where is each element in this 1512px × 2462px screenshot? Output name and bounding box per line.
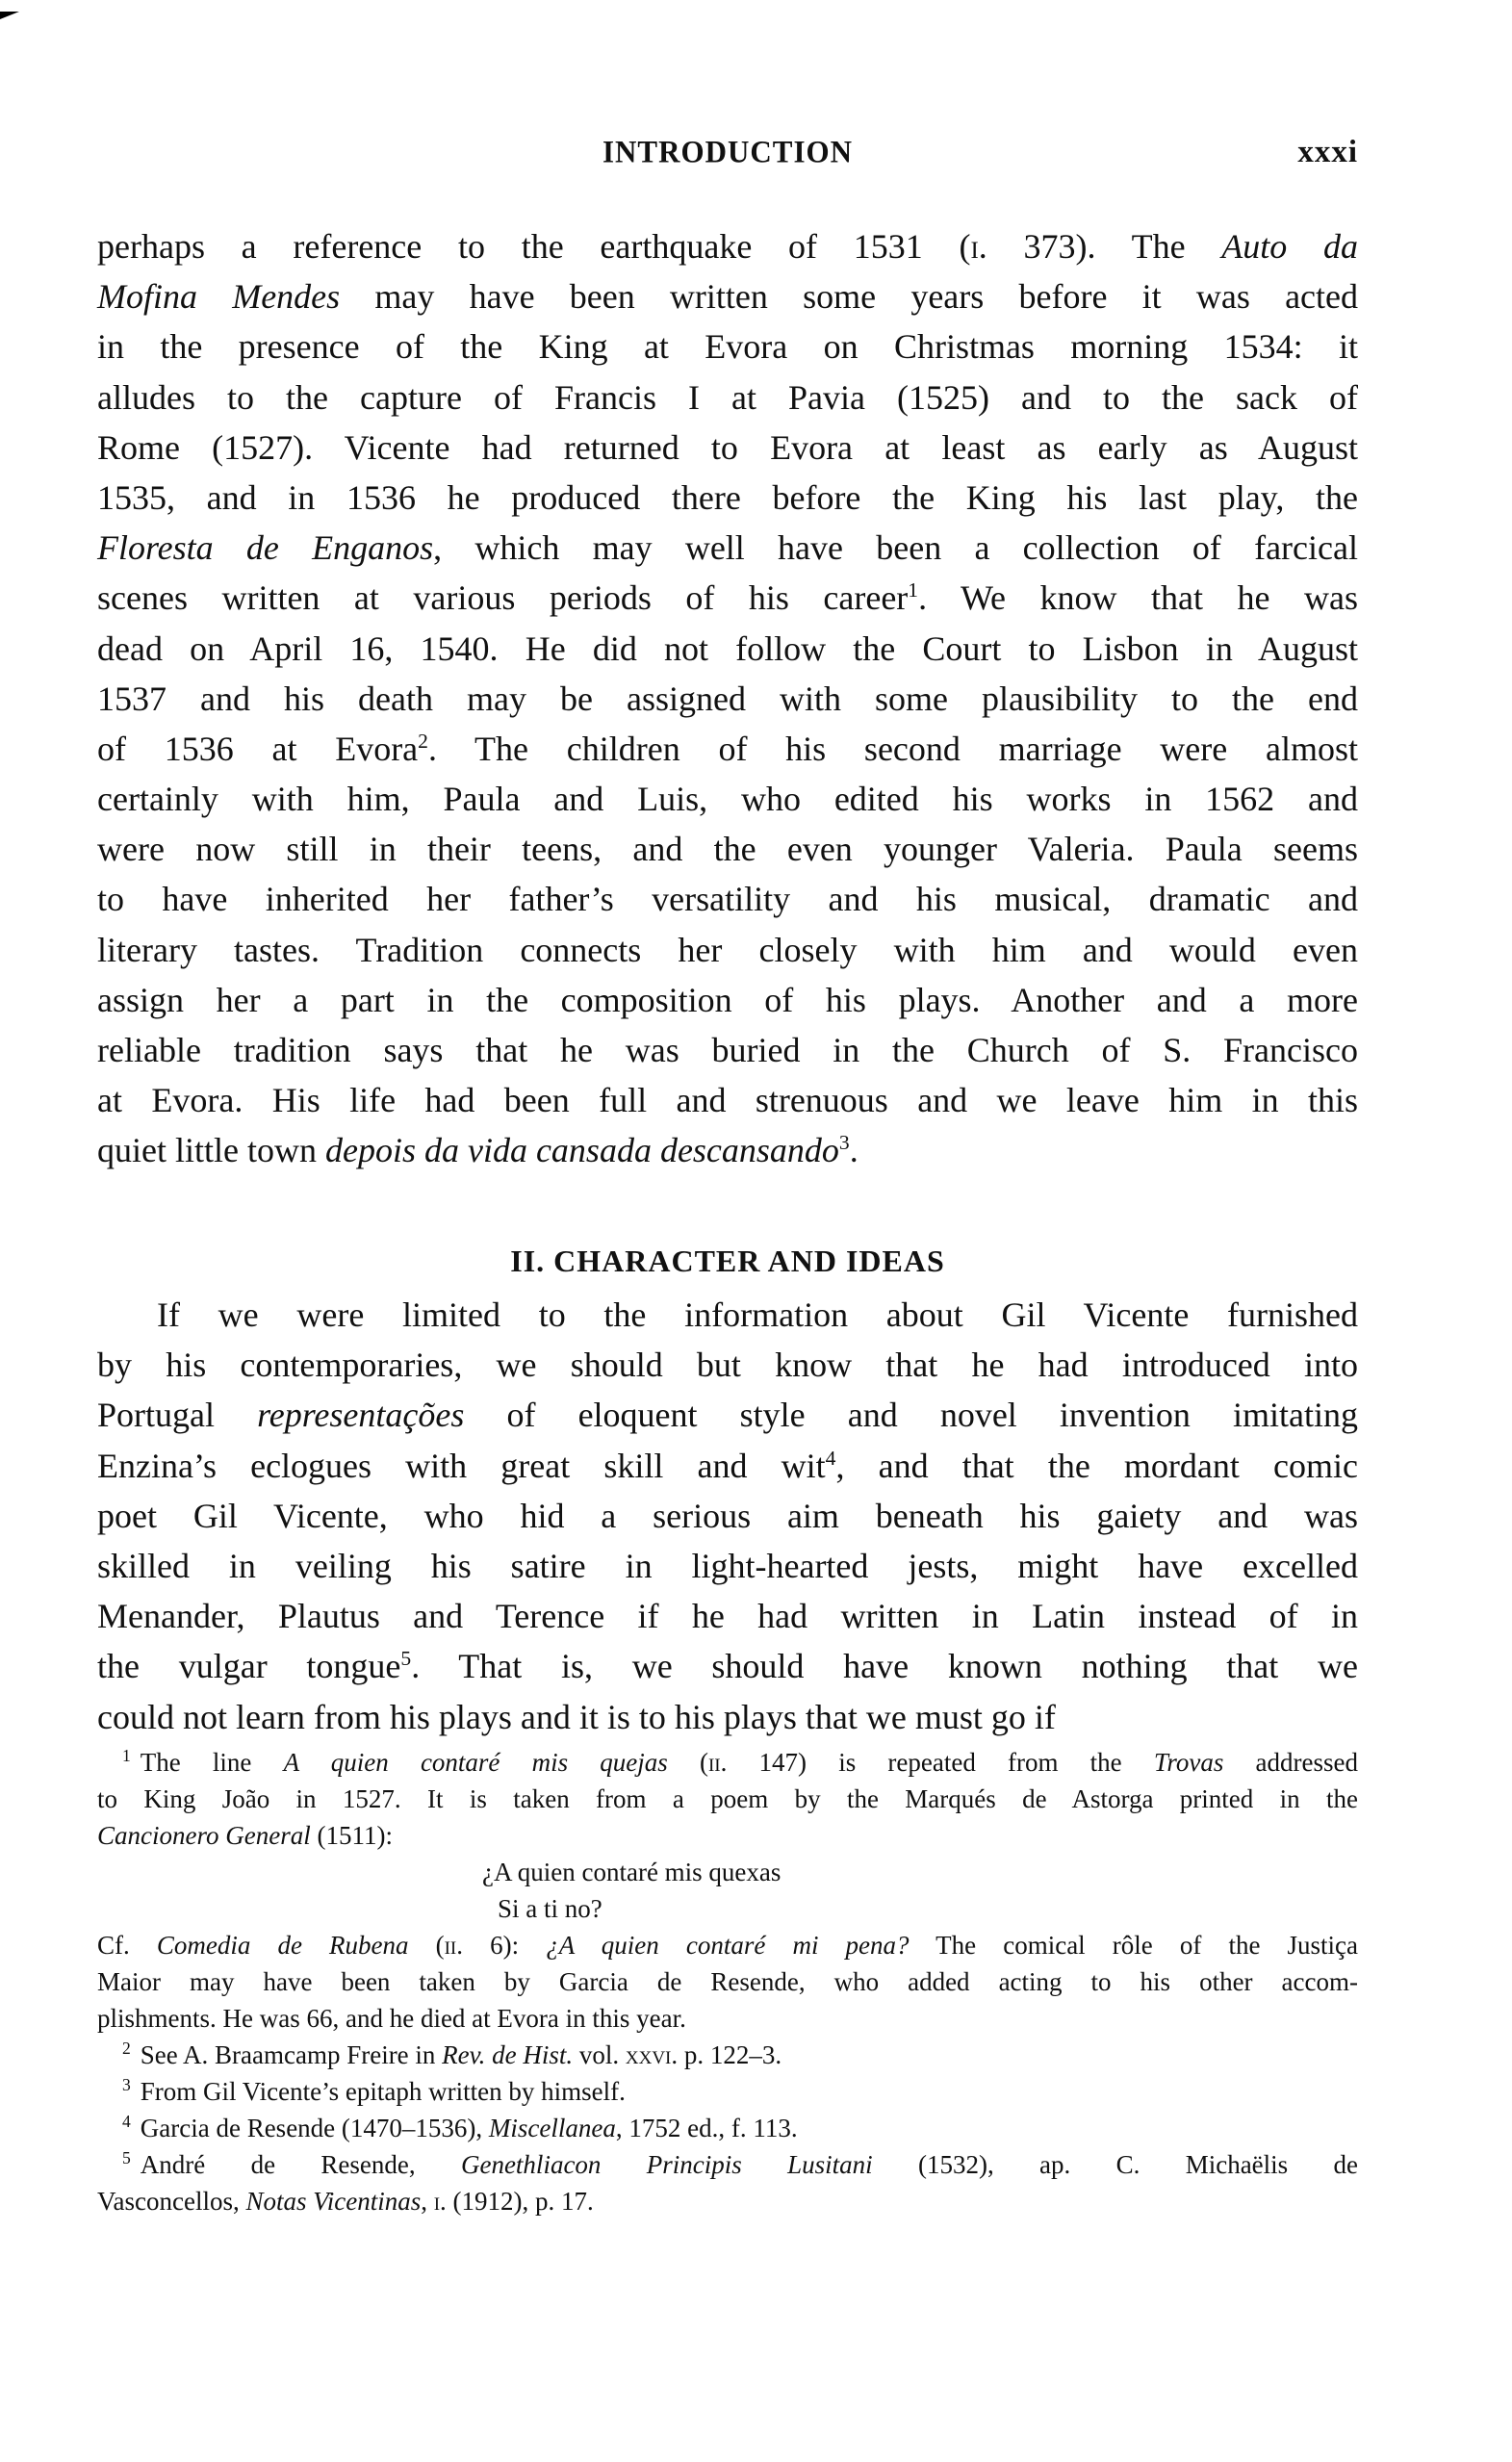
italic-title: Comedia de Rubena xyxy=(156,1931,409,1960)
volume-numeral: ii xyxy=(707,1748,721,1777)
text-run: , and that the mordant comic xyxy=(835,1446,1358,1485)
text-line xyxy=(97,1125,1358,1175)
text-run: The comical rôle of the Justiça xyxy=(909,1931,1359,1960)
text-run: If we were limited to the information about Gil Vicente furnished xyxy=(157,1295,1358,1334)
text-run: by his contemporaries, we should but know that he had introduced into xyxy=(97,1346,1358,1385)
text-line xyxy=(97,1591,1358,1641)
italic-title: Cancionero General xyxy=(97,1821,311,1850)
text-run: , 1752 ed., f. 113. xyxy=(615,2114,798,2142)
text-run: , which may well have been a collection of farcical xyxy=(433,528,1358,568)
footnote-line xyxy=(97,1963,1358,2000)
running-title: INTRODUCTION xyxy=(602,134,854,169)
text-run: From Gil Vicente’s epitaph written by himself. xyxy=(140,2077,626,2106)
footnote-number: 5 xyxy=(122,2148,131,2167)
text-line xyxy=(97,1641,1358,1691)
text-run: of eloquent style and novel invention imitating xyxy=(464,1396,1359,1435)
text-run: See A. Braamcamp Freire in xyxy=(140,2040,443,2069)
text-run: . We know that he was xyxy=(918,578,1358,618)
text-run: certainly with him, Paula and Luis, who edited his works in 1562 and xyxy=(97,780,1358,819)
text-run: reliable tradition says that he was buried in the Church of S. Francisco xyxy=(97,1031,1358,1069)
text-run: scenes written at various periods of his career xyxy=(97,578,909,618)
footnote-line xyxy=(97,1781,1358,1817)
text-run: Portugal xyxy=(97,1396,258,1435)
scan-corner-mark xyxy=(0,12,19,19)
footnote-line xyxy=(97,1927,1358,1963)
text-run: . xyxy=(849,1131,859,1170)
text-line xyxy=(97,774,1358,824)
text-run: . 373). The xyxy=(978,227,1222,266)
text-run: Si a ti no? xyxy=(498,1894,602,1923)
italic-title: Miscellanea xyxy=(488,2114,616,2142)
footnotes xyxy=(97,1744,1358,2219)
text-run: vol. xyxy=(573,2040,626,2069)
running-head xyxy=(97,135,1358,183)
italic-title: ¿A quien contaré mi pena? xyxy=(546,1931,910,1960)
text-line xyxy=(97,473,1358,523)
text-line xyxy=(97,271,1358,321)
text-run: assign her a part in the composition of his plays. Another and a more xyxy=(97,980,1358,1019)
section-heading: II. CHARACTER AND IDEAS xyxy=(510,1243,945,1278)
text-line xyxy=(97,1491,1358,1541)
footnote-number: 1 xyxy=(122,1746,131,1765)
text-run: Garcia de Resende (1470–1536), xyxy=(140,2114,489,2142)
text-line xyxy=(97,372,1358,423)
text-run: in the presence of the King at Evora on Christmas morning 1534: it xyxy=(97,327,1358,367)
text-line xyxy=(97,423,1358,473)
footnote-ref: 3 xyxy=(838,1131,850,1155)
text-run: Rome (1527). Vicente had returned to Evora at least as early as August xyxy=(97,427,1358,467)
text-run: . p. 122–3. xyxy=(671,2040,782,2069)
italic-title: Mofina Mendes xyxy=(97,277,341,317)
text-line xyxy=(97,573,1358,623)
italic-title: Auto da xyxy=(1221,227,1358,266)
footnote-number: 3 xyxy=(122,2075,131,2094)
text-run: . (1912), p. 17. xyxy=(440,2187,594,2216)
text-run: ( xyxy=(408,1931,445,1960)
text-run: addressed xyxy=(1223,1748,1358,1777)
text-run: literary tastes. Tradition connects her closely with him and would even xyxy=(97,930,1358,969)
italic-title: A quien contaré mis quejas xyxy=(283,1748,668,1777)
footnote-ref: 2 xyxy=(418,729,428,753)
footnote-line xyxy=(97,2037,1358,2073)
text-run: to King João in 1527. It is taken from a poem by the Marqués de Astorga printed in the xyxy=(97,1784,1358,1813)
footnote-ref: 4 xyxy=(825,1446,836,1470)
italic-title: Trovas xyxy=(1153,1748,1224,1777)
text-run: plishments. He was 66, and he died at Evora in this year. xyxy=(97,2004,686,2033)
text-line xyxy=(97,1692,1358,1742)
text-line xyxy=(97,824,1358,874)
text-run: (1511): xyxy=(310,1821,393,1850)
text-line xyxy=(97,1340,1358,1390)
italic-title: representações xyxy=(257,1396,465,1435)
text-run: were now still in their teens, and the even younger Valeria. Paula seems xyxy=(97,830,1358,869)
text-run: of 1536 at Evora xyxy=(97,729,419,768)
text-line xyxy=(97,975,1358,1025)
volume-numeral: xxvi xyxy=(625,2040,672,2069)
volume-numeral: ii xyxy=(444,1931,457,1960)
text-run: Menander, Plautus and Terence if he had written in Latin instead of in xyxy=(97,1597,1358,1636)
text-run: Vasconcellos, xyxy=(97,2187,246,2216)
text-run: (1532), ap. C. Michaëlis de xyxy=(872,2150,1358,2179)
text-run: André de Resende, xyxy=(140,2150,461,2179)
footnote-ref: 1 xyxy=(908,578,919,603)
text-line xyxy=(97,321,1358,372)
text-line xyxy=(97,724,1358,774)
text-run: Cf. xyxy=(97,1931,157,1960)
italic-title: Notas Vicentinas xyxy=(245,2187,422,2216)
text-run: the vulgar tongue xyxy=(97,1647,401,1686)
text-line xyxy=(97,523,1358,573)
text-line xyxy=(97,1025,1358,1075)
paragraph-biography-end xyxy=(97,221,1358,1176)
text-run: 1535, and in 1536 he produced there before the King his last play, the xyxy=(97,477,1358,517)
footnote-line xyxy=(97,1817,1358,1854)
footnote-number: 2 xyxy=(122,2039,131,2058)
text-line xyxy=(97,874,1358,924)
italic-title: depois da vida cansada descansando xyxy=(324,1131,839,1170)
text-line xyxy=(97,1441,1358,1491)
text-run: Enzina’s eclogues with great skill and wit xyxy=(97,1446,826,1485)
text-line xyxy=(97,221,1358,271)
text-run: to have inherited her father’s versatility and his musical, dramatic and xyxy=(97,880,1358,919)
text-run: could not learn from his plays and it is to his plays that we must go if xyxy=(97,1697,1056,1736)
text-run: The line xyxy=(140,1748,284,1777)
text-run: . That is, we should have known nothing that we xyxy=(411,1647,1358,1686)
text-run: 1537 and his death may be assigned with some plausibility to the end xyxy=(97,679,1358,718)
page-number: xxxi xyxy=(1297,135,1358,169)
text-line xyxy=(97,1541,1358,1591)
text-line xyxy=(97,624,1358,674)
text-run: ¿A quien contaré mis quexas xyxy=(482,1858,782,1886)
footnote-line xyxy=(97,2183,1358,2219)
footnote-line xyxy=(97,2073,1358,2110)
italic-title: Rev. de Hist. xyxy=(442,2040,574,2069)
verse-quote-line xyxy=(97,1854,1358,1890)
text-run: quiet little town xyxy=(97,1131,325,1170)
italic-title: Floresta de Enganos xyxy=(97,528,434,568)
text-run: poet Gil Vicente, who hid a serious aim beneath his gaiety and was xyxy=(97,1496,1358,1535)
footnote-line xyxy=(97,2110,1358,2146)
text-run: , xyxy=(421,2187,434,2216)
text-line xyxy=(97,674,1358,724)
verse-quote-line xyxy=(97,1890,1358,1927)
text-run: skilled in veiling his satire in light-hearted jests, might have excelled xyxy=(97,1546,1358,1585)
text-run: ( xyxy=(667,1748,708,1777)
text-run: . 6): xyxy=(456,1931,547,1960)
text-run: . 147) is repeated from the xyxy=(720,1748,1154,1777)
text-run: Maior may have been taken by Garcia de Resende, who added acting to his other accom- xyxy=(97,1967,1358,1996)
footnote-line xyxy=(97,1744,1358,1781)
paragraph-character-and-ideas xyxy=(97,1290,1358,1742)
footnote-line xyxy=(97,2000,1358,2037)
footnote-line xyxy=(97,2146,1358,2183)
text-run: alludes to the capture of Francis I at Pavia (1525) and to the sack of xyxy=(97,377,1358,417)
text-run: at Evora. His life had been full and strenuous and we leave him in this xyxy=(97,1081,1358,1120)
text-line xyxy=(97,1390,1358,1440)
text-run: perhaps a reference to the earthquake of 1531 ( xyxy=(97,227,971,266)
footnote-ref: 5 xyxy=(400,1647,412,1671)
text-line xyxy=(97,1075,1358,1125)
volume-numeral: i xyxy=(970,227,979,266)
text-line xyxy=(97,925,1358,975)
footnote-number: 4 xyxy=(122,2112,131,2131)
text-line xyxy=(97,1290,1358,1340)
italic-title: Genethliacon Principis Lusitani xyxy=(460,2150,873,2179)
volume-numeral: i xyxy=(433,2187,441,2216)
text-run: may have been written some years before it was acted xyxy=(340,277,1359,317)
text-run: . The children of his second marriage were almost xyxy=(427,729,1358,768)
text-run: dead on April 16, 1540. He did not follow the Court to Lisbon in August xyxy=(97,628,1358,668)
